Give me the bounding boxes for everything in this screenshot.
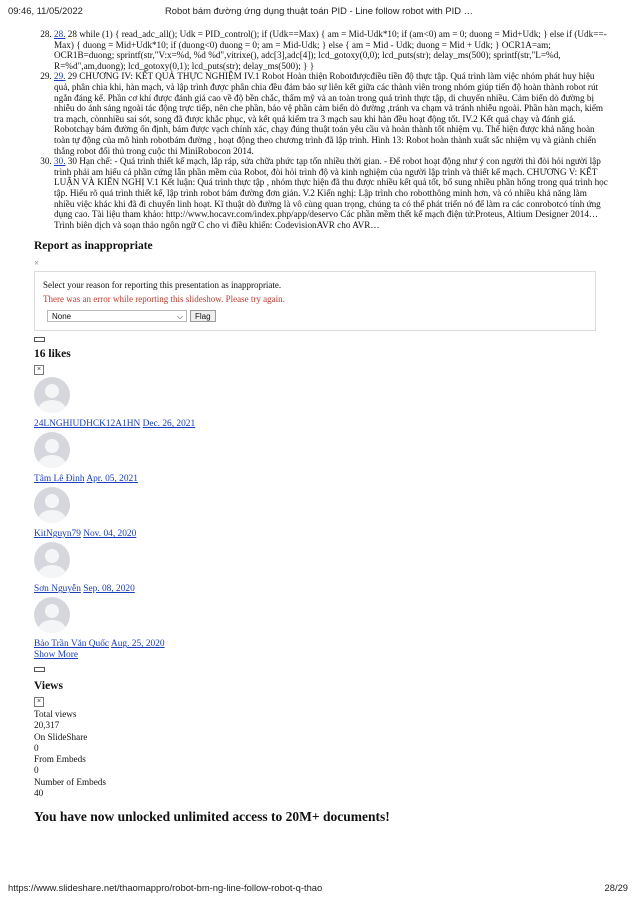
avatar[interactable] bbox=[34, 377, 70, 413]
avatar[interactable] bbox=[34, 487, 70, 523]
slide-text-list bbox=[34, 29, 608, 230]
print-footer bbox=[0, 882, 638, 896]
print-page-number: 28/29 bbox=[604, 882, 628, 893]
liker-name[interactable]: Tâm Lê Đình bbox=[34, 474, 85, 485]
liker-date[interactable]: Apr. 05, 2021 bbox=[86, 474, 138, 485]
flag-button[interactable]: Flag bbox=[190, 310, 216, 322]
print-page-title: Robot bám đường ứng dụng thuật toán PID - Line follow robot with PID … bbox=[165, 5, 473, 16]
views-stats bbox=[34, 709, 608, 799]
number-of-embeds-label: Number of Embeds bbox=[34, 776, 106, 787]
liker-date[interactable]: Aug. 25, 2020 bbox=[110, 639, 165, 650]
report-prompt: Select your reason for reporting this presentation as inappropriate. bbox=[43, 280, 282, 291]
liker-item bbox=[34, 487, 608, 540]
avatar[interactable] bbox=[34, 542, 70, 578]
liker-name[interactable]: KitNguyn79 bbox=[34, 529, 81, 540]
slide-item-29 bbox=[54, 71, 608, 156]
views-heading: Views bbox=[34, 680, 63, 693]
liker-line[interactable] bbox=[34, 584, 608, 595]
liker-item bbox=[34, 542, 608, 595]
show-more-link[interactable]: Show More bbox=[34, 650, 79, 661]
slide-text-28: 28 while (1) { read_adc_all(); Udk = PID_control(); if (Udk==Max) { am = Mid-Udk*10; if (am<0) am = 0; duong = Mid+Udk; } else if (Udk==-Max) { duong = Mid+Udk*10; if (duong<0) duong = 0; am = Mid-Udk; } else { am = Mid - Udk; duong = Mid + Udk; } OCR1A=am; OCR1B=duong; sprintf(str,"V:x=%d, %d %d",vitrixe(), adc[3],adc[4]); lcd_gotoxy(0,0); lcd_puts(str); delay_ms(500); sprintf(str,"L=%d, R=%d",am,duong); lcd_gotoxy(0,1); lcd_puts(str); delay_ms(500); } } bbox=[54, 29, 607, 71]
views-close-icon[interactable]: × bbox=[34, 697, 44, 707]
liker-date[interactable]: Nov. 04, 2020 bbox=[83, 529, 137, 540]
liker-name[interactable]: Sơn Nguyễn bbox=[34, 584, 81, 595]
slide-item-30 bbox=[54, 156, 608, 230]
liker-line[interactable] bbox=[34, 474, 608, 485]
slide-item-28 bbox=[54, 29, 608, 71]
slide-link-28[interactable]: 28. bbox=[54, 29, 66, 39]
from-embeds-value: 0 bbox=[34, 765, 39, 776]
unlock-banner-text: You have now unlocked unlimited access to 20M+ documents! bbox=[34, 808, 390, 824]
report-error-message: There was an error while reporting this slideshow. Please try again. bbox=[43, 294, 285, 305]
total-views-label: Total views bbox=[34, 709, 77, 720]
report-dialog bbox=[34, 271, 596, 331]
liker-name[interactable]: Bảo Trần Văn Quốc bbox=[34, 639, 110, 650]
number-of-embeds-value: 40 bbox=[34, 787, 44, 798]
on-slideshare-label: On SlideShare bbox=[34, 731, 88, 742]
liker-date[interactable]: Sep. 08, 2020 bbox=[83, 584, 135, 595]
total-views-value: 20,317 bbox=[34, 720, 60, 731]
from-embeds-label: From Embeds bbox=[34, 754, 86, 765]
liker-item bbox=[34, 377, 608, 430]
slide-link-30[interactable]: 30. bbox=[54, 156, 66, 167]
liker-date[interactable]: Dec. 26, 2021 bbox=[142, 419, 196, 430]
collapse-bar-icon[interactable] bbox=[34, 337, 45, 342]
print-datetime: 09:46, 11/05/2022 bbox=[8, 5, 83, 16]
on-slideshare-value: 0 bbox=[34, 742, 39, 753]
liker-line[interactable] bbox=[34, 529, 608, 540]
report-reason-select[interactable] bbox=[47, 310, 187, 322]
print-url: https://www.slideshare.net/thaomappro/robot-bm-ng-line-follow-robot-q-thao bbox=[8, 882, 323, 893]
likes-close-icon[interactable]: × bbox=[34, 365, 44, 375]
avatar[interactable] bbox=[34, 597, 70, 633]
liker-line[interactable] bbox=[34, 419, 608, 430]
print-header bbox=[0, 5, 638, 19]
slide-link-29[interactable]: 29. bbox=[54, 71, 66, 82]
avatar[interactable] bbox=[34, 432, 70, 468]
report-reason-value: None bbox=[52, 312, 72, 322]
report-close-icon[interactable]: × bbox=[34, 258, 40, 269]
report-heading: Report as inappropriate bbox=[34, 240, 153, 253]
liker-line[interactable] bbox=[34, 639, 608, 650]
slide-text-29: 29 CHƯƠNG IV: KẾT QUẢ THỰC NGHIỆM IV.1 Robot Hoàn thiện Robotđượcđiều tiền độ thực tập. Quá trình làm việc nhóm phát huy hiệu quả, phân chia khi, hàn mạch, và lập trình được phân chia đều đảm bảo sự liên kết giữa các thành viên trong nhóm giúp tiến độ hoàn thành robot rút ngắn đáng kể. Phần cơ khí được đánh giá cao về độ bền chắc, thẩm mỹ và an toàn trong quá trình thực tập, di chuyển nhiều. Cảm biến dò đường bị nhiễu do ánh sáng ngoài tác động trực tiếp, nên che phần, bảo vệ phần cảm biến dò đường ,tránh va chạm và tránh nhiễu ngoài. Phần hàn mạch, kiểm tra mạch, cònnhiều sai sót, song đã được khắc phục, và kết quả kiểm tra 3 mạch sau khi hàn đều hoạt động tốt. IV.2 Kết quả chạy và đánh giá. Robotchạy bám đường ổn định, bám được vạch chính xác, chạy đúng thuật toán yêu cầu và hoàn thành tốt nhiệm vụ. Thể hiện được khả năng hoàn toàn tự động của mô hình robotbám đường , hoạt động theo chương trình đã lập trình. Hình 13: Robot hoàn thành xuất sắc nhiệm vụ và giành chiến thắng robot đối thủ trong cuộc thi MiniRobocon 2014. bbox=[54, 71, 604, 156]
slide-text-30: 30 Hạn chế: - Quá trình thiết kế mạch, lắp ráp, sửa chữa phức tạp tốn nhiều thời gian. - Để robot hoạt động như ý con người thì đòi hỏi người lập trình phải am hiểu cả phần cứng lẫn phần mềm của Robot, đòi hỏi trình độ và kinh nghiệm của người lập trình và thiết kế mạch. CHƯƠNG V: KẾT LUẬN VÀ KIẾN NGHỊ V.1 Kết luận: Quá trình thực tập , nhóm thực hiện đã thu được nhiều kết quả tốt, bổ sung nhiều phần hổng trong quá trình học tập. Hiểu rõ quá trình thiết kế, lập trình robot bám đường đơn giản. V.2 Kiến nghị: Lập trình cho robotthông minh hơn, và có nhiều khả năng làm nhiều việc khác khi đã đi chuyển linh hoạt. Kĩ thuật dò đường là vô cùng quan trọng, chúng ta có thể phát triển nó để làm ra các conrobotcó tính ứng dụng cao. Tài liệu tham khảo: http://www.hocavr.com/index.php/app/deservo Các phần mềm thết kế mạch điện tử:Proteus, Altium Designer 2014… Trình biên dịch và soạn thảo ngôn ngữ C cho vi điều khiển: CodevisionAVR cho AVR… bbox=[54, 156, 608, 230]
chevron-down-icon: ⌵ bbox=[176, 312, 183, 322]
likes-heading: 16 likes bbox=[34, 348, 71, 361]
liker-item bbox=[34, 432, 608, 485]
collapse-bar-icon[interactable] bbox=[34, 667, 45, 672]
liker-name[interactable]: 24LNGHIUDHCK12A1HN bbox=[34, 419, 141, 430]
main-content bbox=[34, 29, 608, 825]
liker-item bbox=[34, 597, 608, 650]
report-controls bbox=[43, 310, 587, 322]
